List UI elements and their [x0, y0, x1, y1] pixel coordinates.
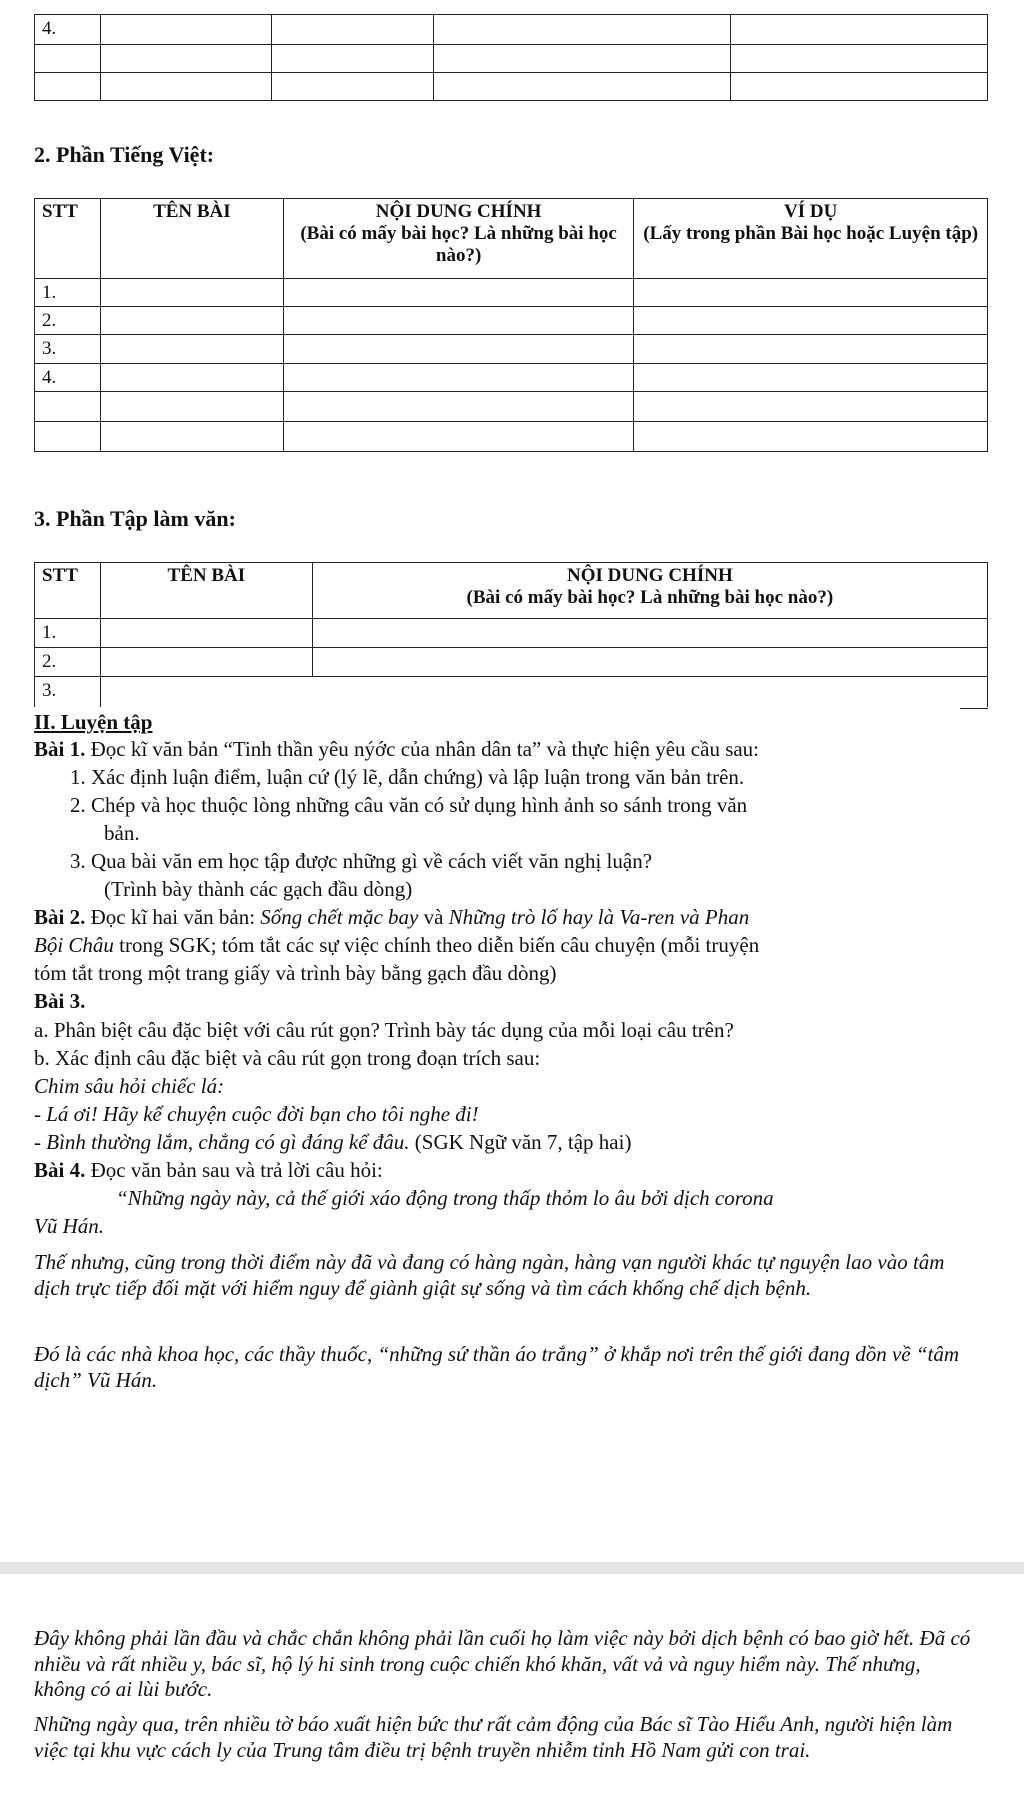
bai1-item-2: 2. Chép và học thuộc lòng những câu văn có sử dụng hình ảnh so sánh trong văn	[70, 793, 748, 817]
table-cell	[434, 45, 731, 73]
table-cell	[434, 73, 731, 101]
table-row	[35, 279, 988, 307]
table-row	[35, 15, 988, 45]
table-cell	[283, 335, 634, 363]
table-cell	[271, 73, 434, 101]
table-cell: 2.	[35, 307, 101, 335]
table-row	[35, 677, 988, 707]
table-row	[35, 619, 988, 648]
table-cell	[100, 421, 283, 451]
table-cell	[100, 677, 312, 707]
table-cell	[35, 391, 101, 421]
table-cell	[634, 391, 988, 421]
bai4-text: Đọc văn bản sau và trả lời câu hỏi:	[85, 1158, 383, 1182]
table-row	[35, 307, 988, 335]
bai3-source: (SGK Ngữ văn 7, tập hai)	[409, 1130, 632, 1154]
table-cell: 4.	[35, 363, 101, 391]
table-cell	[434, 15, 731, 45]
bai2-label: Bài 2.	[34, 905, 86, 929]
table-cell	[35, 73, 101, 101]
section2-heading: 2. Phần Tiếng Việt:	[34, 142, 215, 167]
table-cell	[283, 307, 634, 335]
table-cell	[100, 648, 312, 677]
table-bottom-rule	[960, 708, 988, 709]
table-cell	[312, 619, 987, 648]
table-header-row	[35, 199, 988, 279]
bai1-item-3: 3. Qua bài văn em học tập được những gì về cách viết văn nghị luận?	[70, 849, 653, 873]
table-cell	[730, 73, 987, 101]
bai2-text: Đọc kĩ hai văn bản:	[85, 905, 261, 929]
bai1-item-1: 1. Xác định luận điểm, luận cứ (lý lẽ, dẫn chứng) và lập luận trong văn bản trên.	[70, 765, 745, 789]
table-cell	[100, 335, 283, 363]
table-row	[35, 391, 988, 421]
table-cell	[100, 391, 283, 421]
table-section3	[34, 562, 988, 707]
bai4-para-4: Đây không phải lần đầu và chắc chắn không phải lần cuối họ làm việc này bởi dịch bệnh có bao giờ hết. Đã có nhiều và rất nhiều y, bác sĩ, hộ lý hi sinh trong cuộc chiến khó khăn, vất vả và nguy hiểm này. Thế nhưng, không có ai lùi bước.	[34, 1626, 971, 1702]
bai3-label: Bài 3.	[34, 989, 86, 1013]
bai4-para-5: Những ngày qua, trên nhiều tờ báo xuất hiện bức thư rất cảm động của Bác sĩ Tào Hiểu Anh, người hiện làm việc tại khu vực cách ly của Trung tâm điều trị bệnh truyền nhiễm tỉnh Hồ Nam gửi con trai.	[34, 1712, 953, 1762]
table-cell	[271, 15, 434, 45]
bai1-item-3-cont: (Trình bày thành các gạch đầu dòng)	[104, 877, 413, 901]
bai4-para-2: Thế nhưng, cũng trong thời điểm này đã và đang có hàng ngàn, hàng vạn người khác tự nguyện lao vào tâm dịch trực tiếp đối mặt với hiểm nguy để giành giật sự sống và tìm cách khống chế dịch bệnh.	[34, 1250, 945, 1300]
table-cell	[634, 421, 988, 451]
table-cell	[35, 421, 101, 451]
bai1-line	[34, 737, 994, 763]
bai4-label: Bài 4.	[34, 1158, 86, 1182]
bai3-b: b. Xác định câu đặc biệt và câu rút gọn trong đoạn trích sau:	[34, 1046, 541, 1070]
table-cell: 4.	[35, 15, 101, 45]
table-cell	[101, 45, 272, 73]
table-cell	[634, 363, 988, 391]
table-row	[35, 648, 988, 677]
table-section2	[34, 198, 988, 452]
header-ten-bai: TÊN BÀI	[100, 199, 283, 279]
table-cell	[101, 15, 272, 45]
header-vi-du: VÍ DỤ (Lấy trong phần Bài học hoặc Luyện tập)	[634, 199, 988, 279]
bai4-para-1b: Vũ Hán.	[34, 1214, 104, 1238]
table-cell: 1.	[35, 619, 101, 648]
table-cell: 2.	[35, 648, 101, 677]
bai2-line-2	[34, 933, 994, 959]
section3-heading: 3. Phần Tập làm văn:	[34, 506, 236, 531]
bai4-line	[34, 1158, 994, 1184]
bai2-line-1	[34, 905, 994, 931]
table-cell	[283, 391, 634, 421]
bai2-and: và	[418, 905, 449, 929]
header-noi-dung: NỘI DUNG CHÍNH (Bài có mấy bài học? Là những bài học nào?)	[312, 563, 987, 619]
table-header-row	[35, 563, 988, 619]
header-ten-bai: TÊN BÀI	[100, 563, 312, 619]
table-cell	[35, 45, 101, 73]
bai1-label: Bài 1.	[34, 737, 86, 761]
bai4-para-3: Đó là các nhà khoa học, các thầy thuốc, “những sứ thần áo trắng” ở khắp nơi trên thế giới đang dồn về “tâm dịch” Vũ Hán.	[34, 1342, 960, 1392]
table-cell	[100, 363, 283, 391]
table-cell	[283, 279, 634, 307]
header-stt: STT	[35, 563, 101, 619]
bai1-text: Đọc kĩ văn bản “Tinh thần yêu nýớc của nhân dân ta” và thực hiện yêu cầu sau:	[85, 737, 760, 761]
table-cell: 3.	[35, 677, 101, 707]
table-row	[35, 363, 988, 391]
table-cell	[634, 335, 988, 363]
table-cell	[100, 279, 283, 307]
table-cell	[100, 307, 283, 335]
bai2-title-1: Sống chết mặc bay	[260, 905, 419, 929]
bai2-text-2: trong SGK; tóm tắt các sự việc chính theo diễn biến câu chuyện (mỗi truyện	[113, 933, 760, 957]
table-cell: 3.	[35, 335, 101, 363]
header-noi-dung: NỘI DUNG CHÍNH (Bài có mấy bài học? Là những bài học nào?)	[283, 199, 634, 279]
table-row	[35, 73, 988, 101]
bai3-quote-3: - Bình thường lắm, chẳng có gì đáng kể đâu.	[34, 1130, 410, 1154]
table-cell: 1.	[35, 279, 101, 307]
table-cell	[271, 45, 434, 73]
bai4-para-1a: “Những ngày này, cả thế giới xáo động trong thấp thỏm lo âu bởi dịch corona	[116, 1186, 774, 1210]
table-cell	[634, 307, 988, 335]
bai3-quote-3-line	[34, 1130, 994, 1156]
table-cell	[101, 73, 272, 101]
header-stt: STT	[35, 199, 101, 279]
table-cell	[634, 279, 988, 307]
bai3-quote-2: - Lá ơi! Hãy kể chuyện cuộc đời bạn cho tôi nghe đi!	[34, 1102, 479, 1126]
table-row	[35, 45, 988, 73]
practice-heading: II. Luyện tập	[34, 710, 153, 734]
table-row	[35, 335, 988, 363]
table-cell	[312, 677, 987, 707]
table-cell	[312, 648, 987, 677]
table-section1-continued	[34, 14, 988, 101]
bai1-item-2-cont: bản.	[104, 821, 140, 845]
bai2-title-2: Những trò lố hay là Va-ren và Phan	[448, 905, 750, 929]
table-cell	[100, 619, 312, 648]
table-row	[35, 421, 988, 451]
table-cell	[730, 15, 987, 45]
bai2-title-2-cont: Bội Châu	[34, 933, 114, 957]
table-cell	[730, 45, 987, 73]
table-cell	[283, 421, 634, 451]
bai3-quote-1: Chim sâu hỏi chiếc lá:	[34, 1074, 225, 1098]
bai2-line-3: tóm tắt trong một trang giấy và trình bày bằng gạch đầu dòng)	[34, 961, 557, 985]
page-break	[0, 1562, 1024, 1574]
table-cell	[283, 363, 634, 391]
bai3-a: a. Phân biệt câu đặc biệt với câu rút gọn? Trình bày tác dụng của mỗi loại câu trên?	[34, 1018, 734, 1042]
